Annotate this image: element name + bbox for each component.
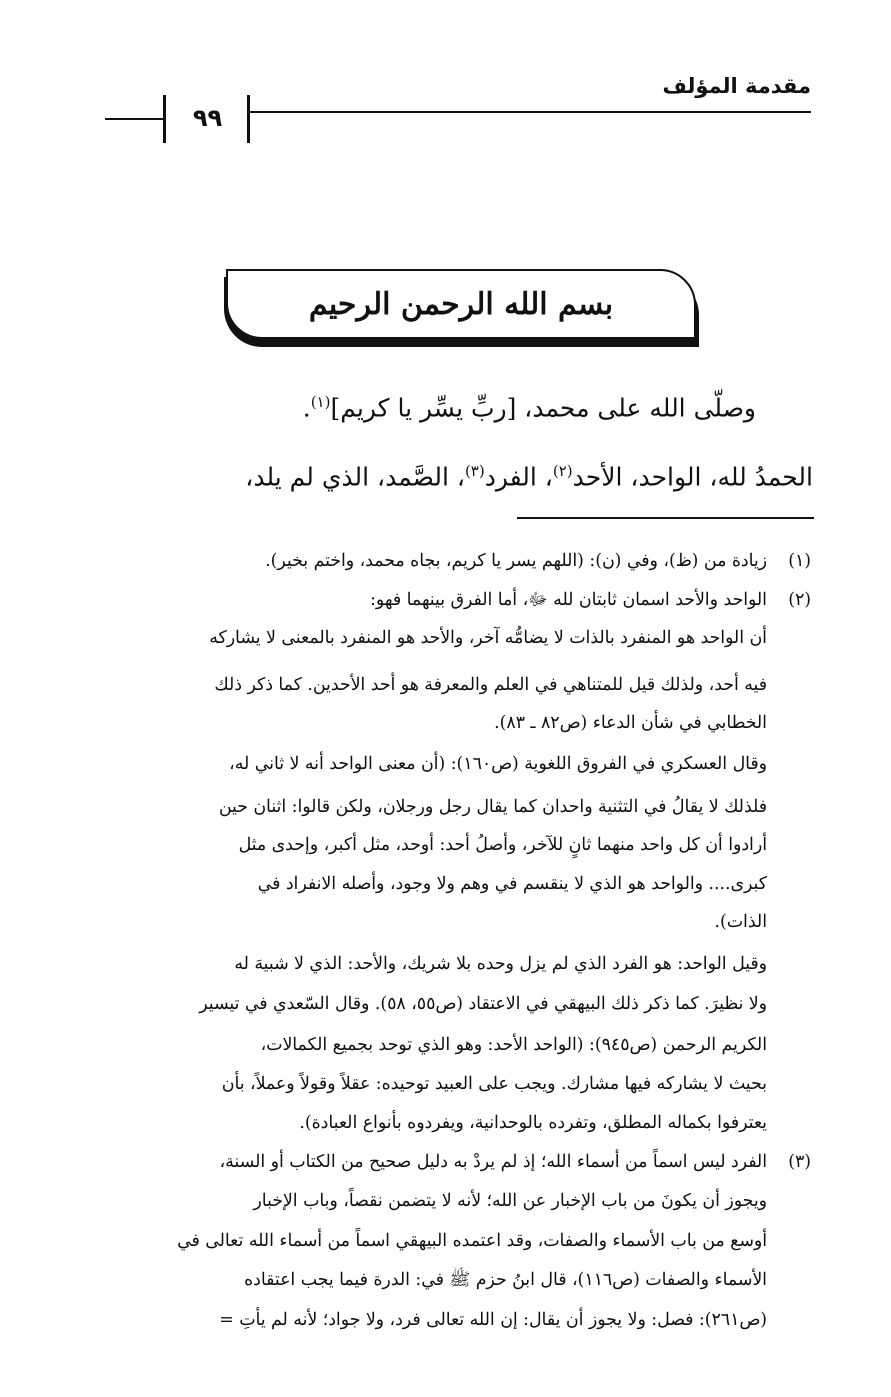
footnote-line: الأسماء والصفات (ص١١٦)، قال ابنُ حزم ﷺ في: الدرة فيما يجب اعتقاده — [244, 1270, 767, 1290]
footnote-line: الذات). — [714, 912, 767, 932]
footnote-line: أرادوا أن كل واحد منهما ثانٍ للآخر، وأصلُ أحد: أوحد، مثل أكبر، وإحدى مثل — [238, 835, 767, 855]
main-text-segment: ، الفرد — [484, 462, 553, 492]
footnote-line — [100, 1150, 811, 1174]
main-text-segment: . — [302, 393, 311, 423]
footnote-text: الفرد ليس اسماً من أسماء الله؛ إذ لم يردْ به دليل صحيح من الكتاب أو السنة، — [219, 1152, 767, 1172]
footnote-line: يعترفوا بكماله المطلق، وتفرده بالوحدانية، ويفردوه بأنواع العبادة). — [299, 1113, 767, 1133]
footnote-line: بحيث لا يشاركه فيها مشارك. ويجب على العبيد توحيده: عقلاً وقولاً وعملاً، بأن — [221, 1074, 767, 1094]
footnote-number: (٣) — [788, 1152, 811, 1172]
basmala-frame — [226, 269, 696, 339]
footnote-line: كبرى.... والواحد هو الذي لا ينقسم في وهم ولا وجود، وأصله الانفراد في — [257, 874, 767, 894]
footnote-separator — [517, 517, 814, 519]
footnote-ref-1: (١) — [310, 393, 331, 411]
footnote-line: الكريم الرحمن (ص٩٤٥): (الواحد الأحد: وهو الذي توحد بجميع الكمالات، — [260, 1035, 767, 1055]
running-title: مقدمة المؤلف — [662, 74, 811, 98]
footnote-number: (١) — [788, 551, 811, 571]
footnote-line — [100, 588, 811, 612]
footnote-line: ويجوز أن يكونَ من باب الإخبار عن الله؛ لأنه لا يتضمن نقصاً، وباب الإخبار — [253, 1191, 767, 1211]
footnote-text: الواحد والأحد اسمان ثابتان لله ﷻ، أما الفرق بينهما فهو: — [370, 590, 767, 610]
footnote-line: فلذلك لا يقالُ في التثنية واحدان كما يقال رجل ورجلان، ولكن قالوا: اثنان حين — [218, 797, 767, 817]
footnote-line: وقال العسكري في الفروق اللغوية (ص١٦٠): (أن معنى الواحد أنه لا ثاني له، — [229, 754, 767, 774]
footnote-line: ولا نظيرَ. كما ذكر ذلك البيهقي في الاعتقاد (ص٥٥، ٥٨). وقال السّعدي في تيسير — [199, 994, 767, 1014]
footnote-number: (٢) — [788, 590, 811, 610]
main-text-segment: وصلّى الله على محمد، [ربِّ يسِّر يا كريم] — [330, 393, 756, 423]
footnote-line: أوسع من باب الأسماء والصفات، وقد اعتمده البيهقي اسماً من أسماء الله تعالى في — [177, 1231, 767, 1251]
footnote-line: وقيل الواحد: هو الفرد الذي لم يزل وحده بلا شريك، والأحد: الذي لا شبيهَ له — [234, 954, 767, 974]
footnote-line: أن الواحد هو المنفرد بالذات لا يضامُّه آخر، والأحد هو المنفرد بالمعنى لا يشاركه — [209, 628, 767, 648]
footnote-ref-3: (٣) — [464, 462, 485, 480]
footnote-ref-2: (٢) — [552, 462, 573, 480]
page-number: ٩٩ — [192, 104, 223, 132]
footnote-line: فيه أحد، ولذلك قيل للمتناهي في العلم والمعرفة هو أحد الأحدين. كما ذكر ذلك — [214, 675, 767, 695]
header-rule-short — [105, 118, 163, 120]
footnote-line: (ص٢٦١): فصل: ولا يجوز أن يقال: إن الله تعالى فرد، ولا جواد؛ لأنه لم يأتِ = — [219, 1310, 767, 1330]
header-rule — [250, 111, 811, 113]
main-text-line — [245, 462, 813, 491]
main-text-segment: الحمدُ لله، الواحد، الأحد — [572, 462, 813, 492]
main-text-segment: ، الصَّمد، الذي لم يلد، — [245, 462, 465, 492]
footnote-line: الخطابي في شأن الدعاء (ص٨٢ ـ ٨٣). — [494, 713, 767, 733]
footnote-text: زيادة من (ظ)، وفي (ن): (اللهم يسر يا كريم، بجاه محمد، واختم بخير). — [265, 551, 767, 571]
main-text-line — [303, 393, 756, 422]
footnote-line — [100, 549, 811, 573]
basmala: بسم الله الرحمن الرحيم — [308, 286, 614, 322]
page-number-bar-left — [163, 95, 166, 143]
page-number-bar-right — [247, 95, 250, 143]
